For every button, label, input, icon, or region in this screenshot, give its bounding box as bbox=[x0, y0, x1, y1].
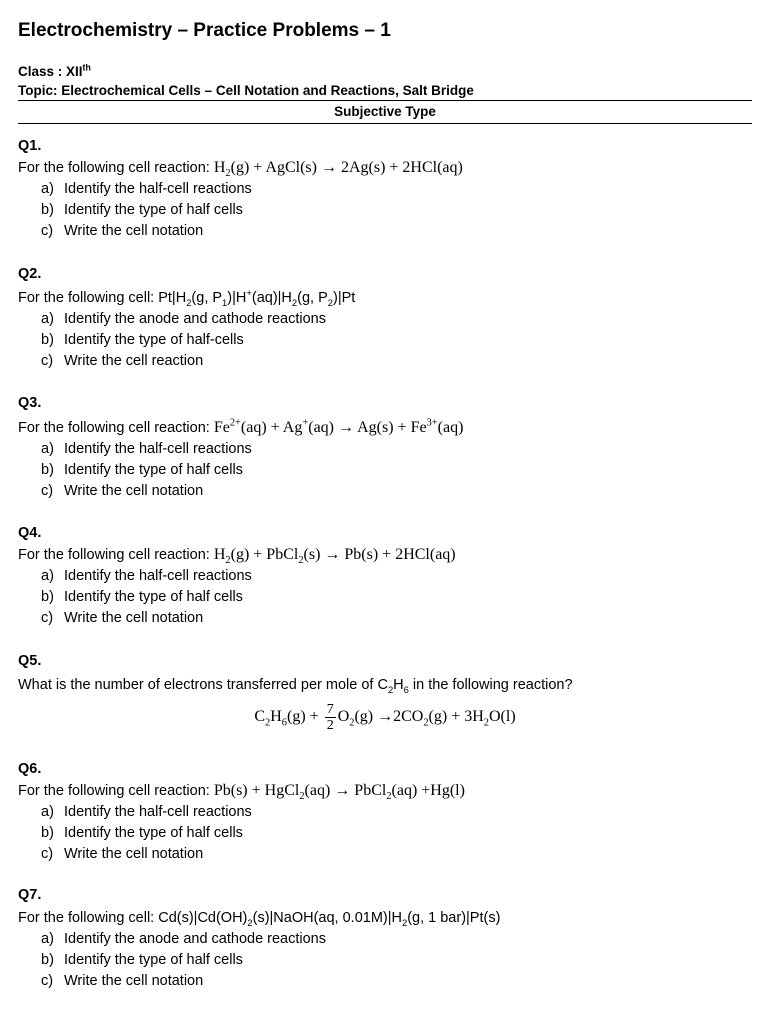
question-prompt bbox=[18, 780, 752, 802]
question-label: Q1. bbox=[18, 138, 42, 154]
option-b: b) Identify the type of half cells bbox=[41, 952, 243, 968]
topic-label: Topic: Electrochemical Cells – Cell Notation and Reactions, Salt Bridge bbox=[18, 83, 474, 98]
reaction-formula: $H_2(g)$ + AgCl(s) → 2Ag(s) + 2HCl(aq) bbox=[213, 159, 463, 180]
question-prompt bbox=[18, 288, 752, 309]
option-b: b) Identify the type of half cells bbox=[41, 825, 243, 841]
option-list bbox=[18, 802, 752, 865]
question-7 bbox=[18, 885, 752, 992]
option-c: c) Write the cell notation bbox=[41, 846, 204, 862]
option-list bbox=[18, 309, 752, 372]
prompt-text: For the following cell reaction: bbox=[18, 547, 214, 563]
option-b: b) Identify the type of half cells bbox=[41, 202, 243, 218]
worksheet-page bbox=[18, 18, 752, 124]
question-label: Q4. bbox=[18, 525, 42, 541]
option-a: a) Identify the half-cell reactions bbox=[41, 804, 252, 820]
option-list bbox=[18, 439, 752, 502]
prompt-text: What is the number of electrons transferred per mole of bbox=[18, 677, 378, 693]
question-label: Q5. bbox=[18, 653, 42, 669]
reaction-formula: Pb(s) + HgCl$_2$(aq) → PbCl$_2$(aq) +Hg(l) bbox=[213, 782, 465, 803]
question-label: Q2. bbox=[18, 266, 42, 282]
option-a: a) Identify the anode and cathode reactions bbox=[41, 931, 326, 947]
question-6 bbox=[18, 759, 752, 865]
reaction-formula: $H_2(g)$ + PbCl$_2$(s) → Pb(s) + 2HCl(aq) bbox=[213, 546, 456, 567]
question-label: Q7. bbox=[18, 887, 42, 903]
option-a: a) Identify the anode and cathode reactions bbox=[41, 311, 326, 327]
question-3 bbox=[18, 393, 752, 502]
question-2 bbox=[18, 264, 752, 372]
prompt-text: For the following cell reaction: bbox=[18, 160, 214, 176]
question-5 bbox=[18, 651, 752, 733]
reaction-formula: $Fe^{2+}(aq) + Ag^+(aq) \to Ag(s) + Fe^{3+}(aq)$ bbox=[213, 417, 464, 436]
option-c: c) Write the cell notation bbox=[41, 223, 204, 239]
option-list bbox=[18, 179, 752, 242]
prompt-text: For the following cell reaction: bbox=[18, 783, 214, 799]
question-label: Q3. bbox=[18, 395, 42, 411]
class-text: Class : XII bbox=[18, 64, 83, 79]
option-a: a) Identify the half-cell reactions bbox=[41, 568, 252, 584]
option-a: a) Identify the half-cell reactions bbox=[41, 181, 252, 197]
option-b: b) Identify the type of half cells bbox=[41, 589, 243, 605]
option-c: c) Write the cell reaction bbox=[41, 353, 204, 369]
question-1 bbox=[18, 136, 752, 242]
prompt-text: For the following cell reaction: bbox=[18, 420, 214, 436]
question-prompt bbox=[18, 908, 752, 929]
question-prompt bbox=[18, 417, 752, 439]
question-prompt bbox=[18, 157, 752, 179]
option-c: c) Write the cell notation bbox=[41, 483, 204, 499]
option-b: b) Identify the type of half cells bbox=[41, 462, 243, 478]
prompt-text: For the following cell: bbox=[18, 290, 159, 306]
cell-notation: $Pt|H_2(g$, $P_1)|H^+(aq)|H_2(g$, $P_2)|Pt$ bbox=[158, 287, 356, 308]
class-label bbox=[18, 62, 752, 81]
option-b: b) Identify the type of half-cells bbox=[41, 332, 244, 348]
option-a: a) Identify the half-cell reactions bbox=[41, 441, 252, 457]
option-list bbox=[18, 929, 752, 992]
question-4 bbox=[18, 523, 752, 629]
fraction-seven-halves: $\frac{7}{2}$ bbox=[326, 702, 334, 733]
option-c: c) Write the cell notation bbox=[41, 973, 204, 989]
question-label: Q6. bbox=[18, 761, 42, 777]
question-prompt bbox=[18, 544, 752, 566]
question-prompt: What is the number of electrons transferred per mole of $C_2H_6$ in the following reaction? bbox=[18, 677, 573, 695]
reaction-equation: $C_2H_6(g)$ + $\frac{7}{2}$ $O_2(g) \to 2CO_2(g) + 3H_2O(l)$ bbox=[254, 702, 516, 733]
page-title: Electrochemistry – Practice Problems – 1 bbox=[18, 20, 391, 41]
section-heading: Subjective Type bbox=[334, 104, 436, 119]
prompt-text: For the following cell: bbox=[18, 910, 159, 926]
divider-bottom bbox=[18, 123, 752, 124]
option-c: c) Write the cell notation bbox=[41, 610, 204, 626]
option-list bbox=[18, 566, 752, 629]
class-sup: th bbox=[82, 62, 91, 73]
cell-notation: $Cd(s)|Cd(OH)_2(s)|NaOH(aq$, $0.01M)|H_2(g$, 1 bar)|Pt(s) bbox=[158, 910, 501, 928]
